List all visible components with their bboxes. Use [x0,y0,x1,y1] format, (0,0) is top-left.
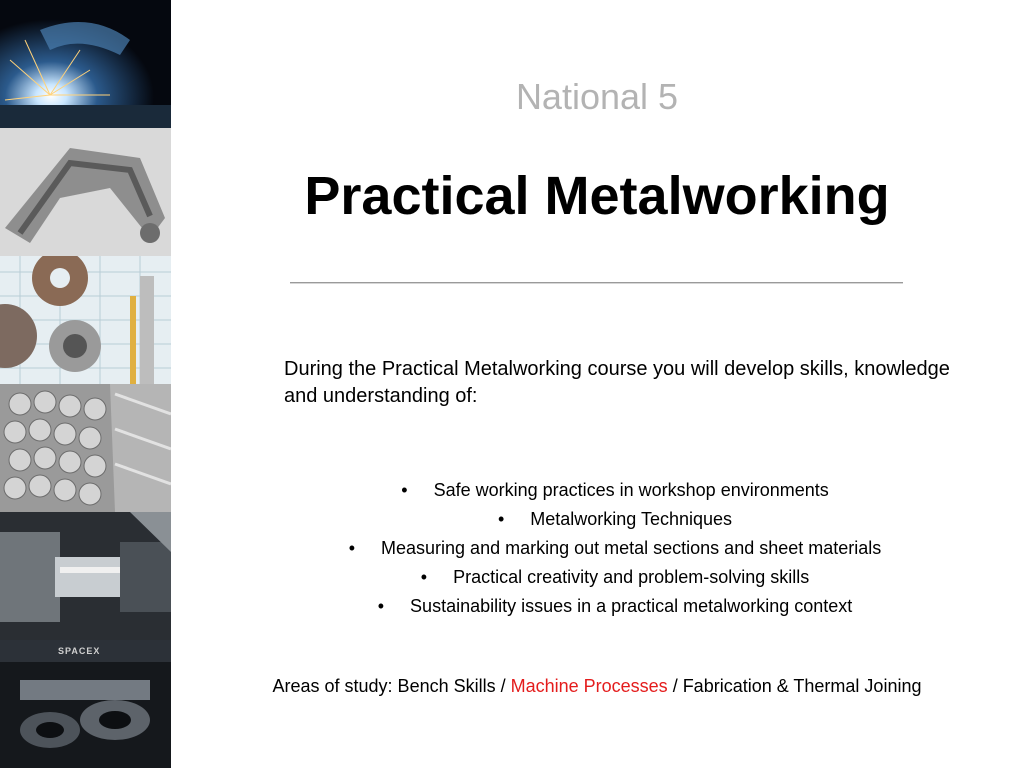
list-item-text: Safe working practices in workshop environments [433,480,829,500]
list-item-text: Sustainability issues in a practical metalworking context [410,596,853,616]
list-item-text: Measuring and marking out metal sections and sheet materials [381,538,882,558]
intro-paragraph: During the Practical Metalworking course you will develop skills, knowledge and understanding of: [284,358,950,407]
gears-and-caliper-photo [0,256,171,384]
skills-list [250,476,980,621]
bullet-icon: • [497,509,505,529]
list-item [250,505,980,534]
list-item [250,534,980,563]
lathe-machining-photo [0,512,171,640]
bullet-icon: • [401,480,408,500]
list-item-text: Metalworking Techniques [530,509,733,529]
spacex-logo-text: SPACEX [58,646,101,656]
bullet-icon: • [420,567,428,587]
bullet-icon: • [348,538,356,558]
bullet-icon: • [377,596,385,616]
list-item [250,592,980,621]
welding-sparks-photo [0,0,171,128]
areas-prefix: Areas of study: Bench Skills / [272,676,511,696]
slide-subtitle: National 5 [515,76,679,117]
image-strip [0,0,171,768]
list-item-text: Practical creativity and problem-solving skills [453,567,810,587]
cast-metal-bracket-photo [0,128,171,256]
areas-highlight: Machine Processes [510,676,668,696]
title-divider [290,282,903,283]
steel-bars-photo [0,384,171,512]
areas-of-study [200,676,994,697]
areas-suffix: / Fabrication & Thermal Joining [667,676,922,696]
spacex-engine-photo [0,640,171,768]
list-item [250,563,980,592]
list-item [250,476,980,505]
slide-title: Practical Metalworking [304,166,890,226]
